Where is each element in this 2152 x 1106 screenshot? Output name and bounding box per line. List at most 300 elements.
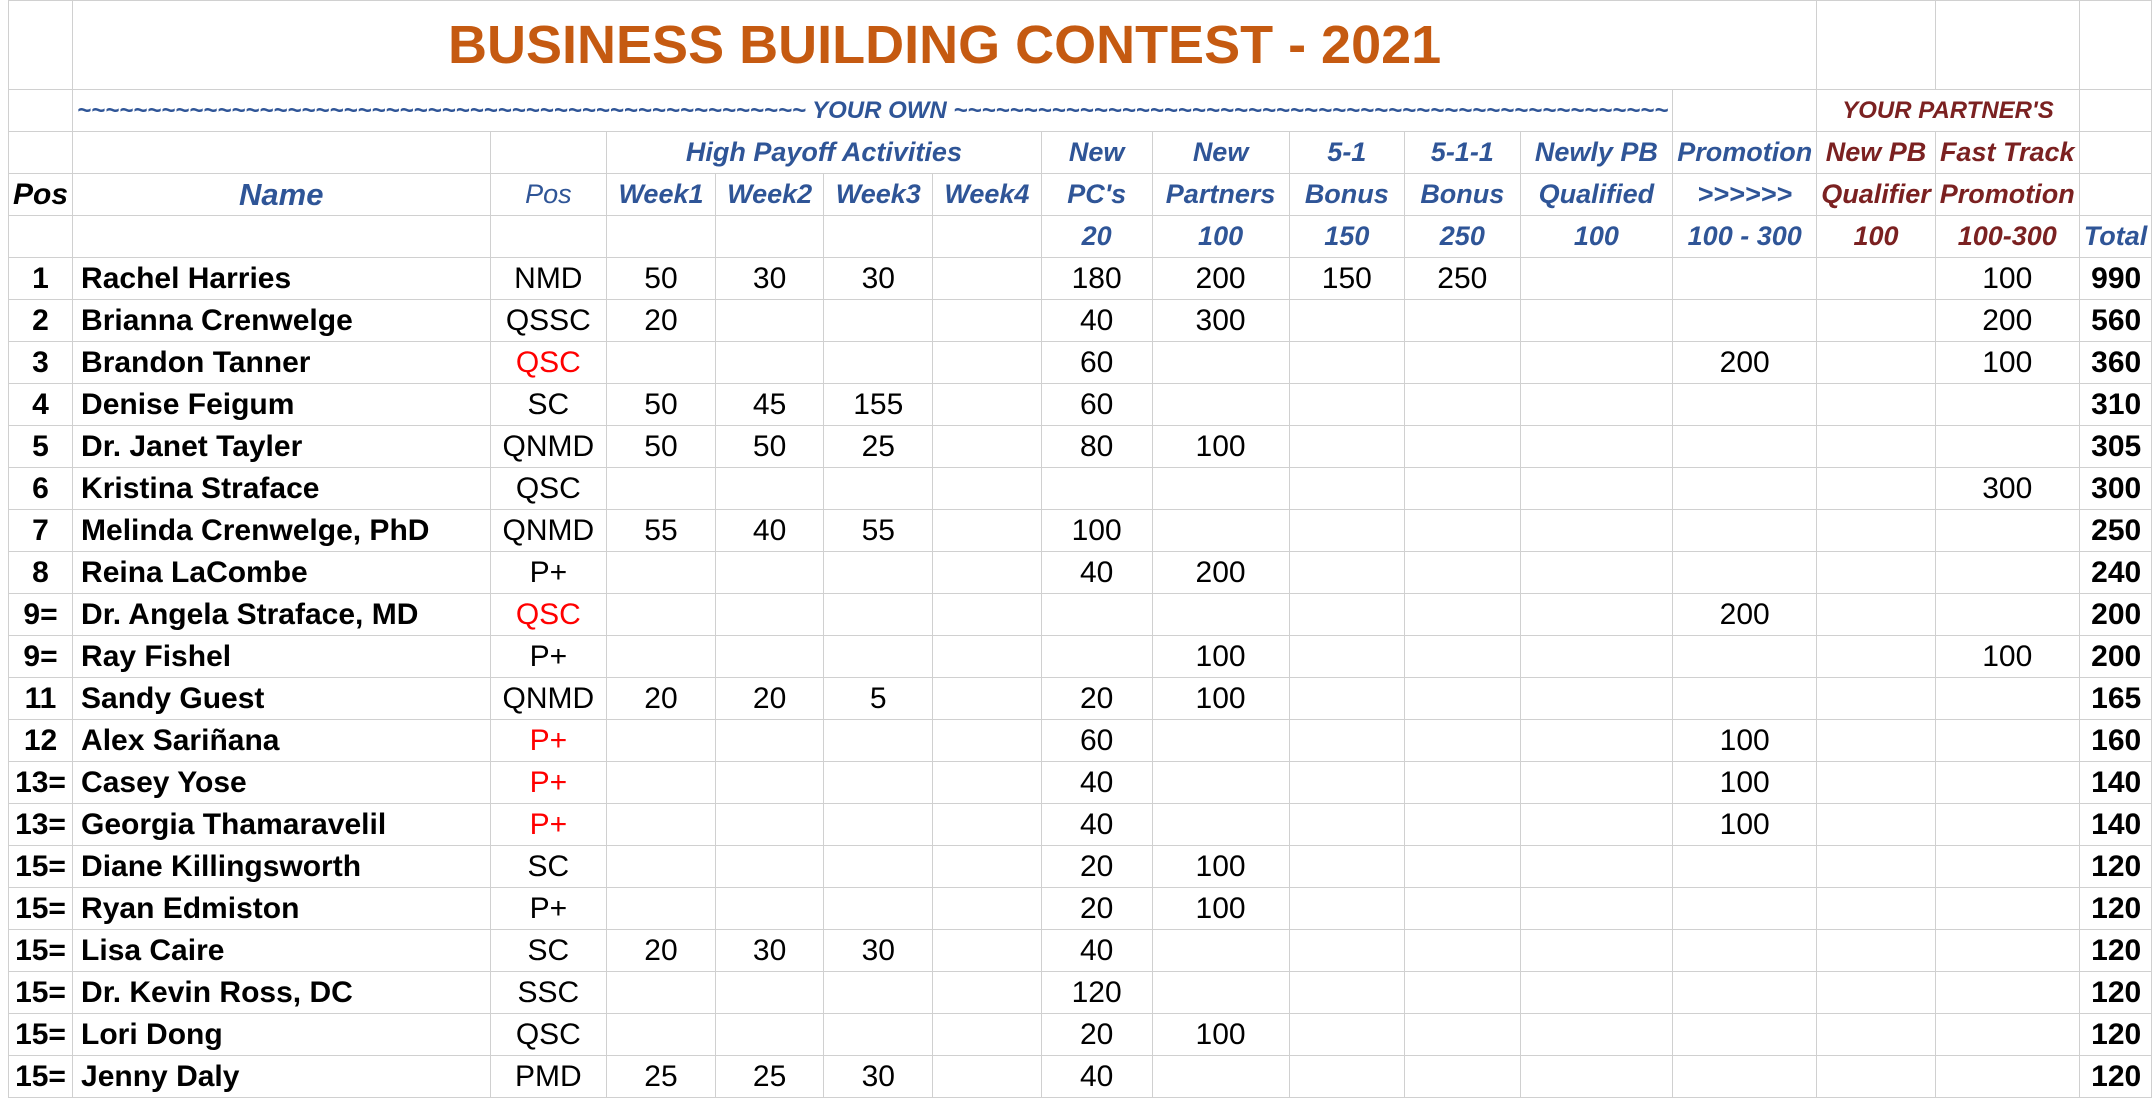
week3-cell[interactable]: [824, 342, 933, 384]
promotion-cell[interactable]: [1673, 972, 1817, 1014]
partner-new-pb-cell[interactable]: [1817, 468, 1936, 510]
fast-track-cell[interactable]: [1935, 1056, 2079, 1098]
fast-track-cell[interactable]: 200: [1935, 300, 2079, 342]
pos-cell[interactable]: P+: [490, 636, 607, 678]
fast-track-cell[interactable]: [1935, 720, 2079, 762]
51-bonus-cell[interactable]: [1289, 720, 1405, 762]
rank-cell[interactable]: 8: [9, 552, 73, 594]
week3-cell[interactable]: [824, 720, 933, 762]
pos-cell[interactable]: SSC: [490, 972, 607, 1014]
name-cell[interactable]: Brianna Crenwelge: [73, 300, 490, 342]
rank-cell[interactable]: 15=: [9, 888, 73, 930]
week3-cell[interactable]: 30: [824, 930, 933, 972]
week3-cell[interactable]: [824, 972, 933, 1014]
fast-track-cell[interactable]: [1935, 510, 2079, 552]
name-cell[interactable]: Denise Feigum: [73, 384, 490, 426]
51-bonus-cell[interactable]: [1289, 342, 1405, 384]
header-high-payoff-activities[interactable]: High Payoff Activities: [607, 132, 1042, 174]
header-promotion-line2[interactable]: >>>>>>: [1673, 174, 1817, 216]
week2-cell[interactable]: [715, 636, 824, 678]
pos-cell[interactable]: P+: [490, 804, 607, 846]
total-cell[interactable]: 300: [2079, 468, 2152, 510]
total-cell[interactable]: 165: [2079, 678, 2152, 720]
partner-new-pb-cell[interactable]: [1817, 426, 1936, 468]
promotion-cell[interactable]: 100: [1673, 720, 1817, 762]
partner-new-pb-cell[interactable]: [1817, 846, 1936, 888]
partner-new-pb-cell[interactable]: [1817, 258, 1936, 300]
fast-track-cell[interactable]: [1935, 930, 2079, 972]
51-bonus-cell[interactable]: [1289, 678, 1405, 720]
promotion-cell[interactable]: [1673, 636, 1817, 678]
week4-cell[interactable]: [933, 846, 1042, 888]
promotion-cell[interactable]: [1673, 300, 1817, 342]
new-partners-cell[interactable]: [1152, 468, 1289, 510]
name-cell[interactable]: Melinda Crenwelge, PhD: [73, 510, 490, 552]
new-pcs-cell[interactable]: 40: [1041, 804, 1152, 846]
51-bonus-cell[interactable]: [1289, 384, 1405, 426]
newly-pb-cell[interactable]: [1520, 1056, 1673, 1098]
partner-new-pb-cell[interactable]: [1817, 678, 1936, 720]
511-bonus-cell[interactable]: [1405, 972, 1521, 1014]
header-name[interactable]: Name: [73, 174, 490, 216]
week3-cell[interactable]: [824, 636, 933, 678]
newly-pb-cell[interactable]: [1520, 720, 1673, 762]
name-cell[interactable]: Lori Dong: [73, 1014, 490, 1056]
fast-track-cell[interactable]: [1935, 552, 2079, 594]
51-bonus-cell[interactable]: 150: [1289, 258, 1405, 300]
new-pcs-cell[interactable]: [1041, 594, 1152, 636]
51-bonus-cell[interactable]: [1289, 888, 1405, 930]
week1-cell[interactable]: [607, 804, 716, 846]
total-cell[interactable]: 120: [2079, 1014, 2152, 1056]
week1-cell[interactable]: [607, 846, 716, 888]
511-bonus-cell[interactable]: [1405, 468, 1521, 510]
week4-cell[interactable]: [933, 510, 1042, 552]
rank-cell[interactable]: 6: [9, 468, 73, 510]
new-pcs-cell[interactable]: 180: [1041, 258, 1152, 300]
pos-cell[interactable]: P+: [490, 720, 607, 762]
promotion-cell[interactable]: 200: [1673, 594, 1817, 636]
week2-cell[interactable]: 45: [715, 384, 824, 426]
week2-cell[interactable]: [715, 342, 824, 384]
week3-cell[interactable]: [824, 552, 933, 594]
header-new-pcs-line1[interactable]: New: [1041, 132, 1152, 174]
fast-track-cell[interactable]: 100: [1935, 258, 2079, 300]
newly-pb-cell[interactable]: [1520, 762, 1673, 804]
fast-track-cell[interactable]: [1935, 594, 2079, 636]
promotion-cell[interactable]: [1673, 384, 1817, 426]
rank-cell[interactable]: 13=: [9, 804, 73, 846]
pos-cell[interactable]: QSSC: [490, 300, 607, 342]
511-bonus-cell[interactable]: [1405, 594, 1521, 636]
partner-new-pb-cell[interactable]: [1817, 804, 1936, 846]
fast-track-cell[interactable]: [1935, 426, 2079, 468]
name-cell[interactable]: Rachel Harries: [73, 258, 490, 300]
week4-cell[interactable]: [933, 762, 1042, 804]
total-cell[interactable]: 560: [2079, 300, 2152, 342]
promotion-cell[interactable]: [1673, 888, 1817, 930]
week2-cell[interactable]: 50: [715, 426, 824, 468]
newly-pb-cell[interactable]: [1520, 342, 1673, 384]
header-newly-pb-line1[interactable]: Newly PB: [1520, 132, 1673, 174]
week4-cell[interactable]: [933, 930, 1042, 972]
week1-cell[interactable]: 20: [607, 930, 716, 972]
header-rank[interactable]: Pos: [9, 174, 73, 216]
51-bonus-cell[interactable]: [1289, 300, 1405, 342]
week1-cell[interactable]: 20: [607, 678, 716, 720]
51-bonus-cell[interactable]: [1289, 594, 1405, 636]
name-cell[interactable]: Dr. Angela Straface, MD: [73, 594, 490, 636]
newly-pb-cell[interactable]: [1520, 636, 1673, 678]
week4-cell[interactable]: [933, 636, 1042, 678]
points-new-pcs[interactable]: 20: [1041, 216, 1152, 258]
rank-cell[interactable]: 9=: [9, 594, 73, 636]
511-bonus-cell[interactable]: [1405, 930, 1521, 972]
your-partners-banner[interactable]: YOUR PARTNER'S: [1817, 90, 2080, 132]
rank-cell[interactable]: 5: [9, 426, 73, 468]
511-bonus-cell[interactable]: [1405, 384, 1521, 426]
total-cell[interactable]: 200: [2079, 636, 2152, 678]
week1-cell[interactable]: [607, 468, 716, 510]
new-partners-cell[interactable]: 100: [1152, 426, 1289, 468]
newly-pb-cell[interactable]: [1520, 846, 1673, 888]
week4-cell[interactable]: [933, 888, 1042, 930]
pos-cell[interactable]: P+: [490, 762, 607, 804]
header-51-bonus-line1[interactable]: 5-1: [1289, 132, 1405, 174]
rank-cell[interactable]: 11: [9, 678, 73, 720]
pos-cell[interactable]: P+: [490, 888, 607, 930]
points-promotion[interactable]: 100 - 300: [1673, 216, 1817, 258]
promotion-cell[interactable]: [1673, 468, 1817, 510]
51-bonus-cell[interactable]: [1289, 510, 1405, 552]
week3-cell[interactable]: 30: [824, 258, 933, 300]
total-cell[interactable]: 120: [2079, 930, 2152, 972]
promotion-cell[interactable]: [1673, 1056, 1817, 1098]
pos-cell[interactable]: P+: [490, 552, 607, 594]
fast-track-cell[interactable]: [1935, 846, 2079, 888]
pos-cell[interactable]: QNMD: [490, 510, 607, 552]
new-pcs-cell[interactable]: 60: [1041, 720, 1152, 762]
511-bonus-cell[interactable]: [1405, 1014, 1521, 1056]
week4-cell[interactable]: [933, 972, 1042, 1014]
week3-cell[interactable]: 5: [824, 678, 933, 720]
week3-cell[interactable]: [824, 846, 933, 888]
pos-cell[interactable]: SC: [490, 846, 607, 888]
header-week2[interactable]: Week2: [715, 174, 824, 216]
fast-track-cell[interactable]: [1935, 888, 2079, 930]
rank-cell[interactable]: 13=: [9, 762, 73, 804]
week4-cell[interactable]: [933, 1014, 1042, 1056]
new-partners-cell[interactable]: 100: [1152, 888, 1289, 930]
pos-cell[interactable]: SC: [490, 930, 607, 972]
total-cell[interactable]: 200: [2079, 594, 2152, 636]
partner-new-pb-cell[interactable]: [1817, 384, 1936, 426]
new-partners-cell[interactable]: 200: [1152, 552, 1289, 594]
points-newly-pb[interactable]: 100: [1520, 216, 1673, 258]
rank-cell[interactable]: 15=: [9, 930, 73, 972]
new-partners-cell[interactable]: [1152, 1056, 1289, 1098]
partner-new-pb-cell[interactable]: [1817, 636, 1936, 678]
week1-cell[interactable]: [607, 594, 716, 636]
51-bonus-cell[interactable]: [1289, 846, 1405, 888]
511-bonus-cell[interactable]: [1405, 636, 1521, 678]
pos-cell[interactable]: QNMD: [490, 426, 607, 468]
total-cell[interactable]: 140: [2079, 762, 2152, 804]
week2-cell[interactable]: 30: [715, 930, 824, 972]
fast-track-cell[interactable]: [1935, 678, 2079, 720]
511-bonus-cell[interactable]: [1405, 426, 1521, 468]
total-cell[interactable]: 360: [2079, 342, 2152, 384]
name-cell[interactable]: Ryan Edmiston: [73, 888, 490, 930]
name-cell[interactable]: Reina LaCombe: [73, 552, 490, 594]
newly-pb-cell[interactable]: [1520, 888, 1673, 930]
promotion-cell[interactable]: [1673, 678, 1817, 720]
week2-cell[interactable]: 40: [715, 510, 824, 552]
week2-cell[interactable]: 25: [715, 1056, 824, 1098]
pos-cell[interactable]: QSC: [490, 594, 607, 636]
points-fast-track[interactable]: 100-300: [1935, 216, 2079, 258]
fast-track-cell[interactable]: 300: [1935, 468, 2079, 510]
week3-cell[interactable]: 30: [824, 1056, 933, 1098]
promotion-cell[interactable]: [1673, 846, 1817, 888]
newly-pb-cell[interactable]: [1520, 594, 1673, 636]
header-partner-new-pb-line2[interactable]: Qualifier: [1817, 174, 1936, 216]
week1-cell[interactable]: [607, 762, 716, 804]
name-cell[interactable]: Casey Yose: [73, 762, 490, 804]
fast-track-cell[interactable]: [1935, 384, 2079, 426]
total-cell[interactable]: 120: [2079, 972, 2152, 1014]
new-partners-cell[interactable]: [1152, 384, 1289, 426]
new-partners-cell[interactable]: [1152, 930, 1289, 972]
rank-cell[interactable]: 7: [9, 510, 73, 552]
total-cell[interactable]: 990: [2079, 258, 2152, 300]
pos-cell[interactable]: SC: [490, 384, 607, 426]
promotion-cell[interactable]: [1673, 1014, 1817, 1056]
week1-cell[interactable]: [607, 636, 716, 678]
rank-cell[interactable]: 15=: [9, 846, 73, 888]
week3-cell[interactable]: [824, 468, 933, 510]
week2-cell[interactable]: [715, 594, 824, 636]
total-cell[interactable]: 120: [2079, 846, 2152, 888]
newly-pb-cell[interactable]: [1520, 678, 1673, 720]
name-cell[interactable]: Jenny Daly: [73, 1056, 490, 1098]
week3-cell[interactable]: [824, 1014, 933, 1056]
partner-new-pb-cell[interactable]: [1817, 594, 1936, 636]
points-partner-new-pb[interactable]: 100: [1817, 216, 1936, 258]
new-pcs-cell[interactable]: 40: [1041, 552, 1152, 594]
51-bonus-cell[interactable]: [1289, 930, 1405, 972]
rank-cell[interactable]: 15=: [9, 972, 73, 1014]
week2-cell[interactable]: [715, 972, 824, 1014]
new-pcs-cell[interactable]: 80: [1041, 426, 1152, 468]
week2-cell[interactable]: [715, 720, 824, 762]
51-bonus-cell[interactable]: [1289, 468, 1405, 510]
rank-cell[interactable]: 4: [9, 384, 73, 426]
partner-new-pb-cell[interactable]: [1817, 1014, 1936, 1056]
newly-pb-cell[interactable]: [1520, 804, 1673, 846]
51-bonus-cell[interactable]: [1289, 426, 1405, 468]
51-bonus-cell[interactable]: [1289, 636, 1405, 678]
fast-track-cell[interactable]: 100: [1935, 636, 2079, 678]
new-pcs-cell[interactable]: 20: [1041, 1014, 1152, 1056]
name-cell[interactable]: Ray Fishel: [73, 636, 490, 678]
511-bonus-cell[interactable]: [1405, 762, 1521, 804]
name-cell[interactable]: Diane Killingsworth: [73, 846, 490, 888]
51-bonus-cell[interactable]: [1289, 972, 1405, 1014]
pos-cell[interactable]: QSC: [490, 1014, 607, 1056]
fast-track-cell[interactable]: [1935, 762, 2079, 804]
new-partners-cell[interactable]: 100: [1152, 678, 1289, 720]
page-title[interactable]: BUSINESS BUILDING CONTEST - 2021: [73, 1, 1817, 90]
week3-cell[interactable]: [824, 594, 933, 636]
partner-new-pb-cell[interactable]: [1817, 888, 1936, 930]
511-bonus-cell[interactable]: [1405, 888, 1521, 930]
name-cell[interactable]: Dr. Janet Tayler: [73, 426, 490, 468]
week3-cell[interactable]: [824, 804, 933, 846]
51-bonus-cell[interactable]: [1289, 762, 1405, 804]
name-cell[interactable]: Kristina Straface: [73, 468, 490, 510]
points-51-bonus[interactable]: 150: [1289, 216, 1405, 258]
51-bonus-cell[interactable]: [1289, 1056, 1405, 1098]
week2-cell[interactable]: 20: [715, 678, 824, 720]
week1-cell[interactable]: [607, 342, 716, 384]
new-pcs-cell[interactable]: 60: [1041, 342, 1152, 384]
total-cell[interactable]: 120: [2079, 1056, 2152, 1098]
week2-cell[interactable]: [715, 1014, 824, 1056]
rank-cell[interactable]: 9=: [9, 636, 73, 678]
rank-cell[interactable]: 12: [9, 720, 73, 762]
week3-cell[interactable]: 155: [824, 384, 933, 426]
header-total[interactable]: Total: [2079, 216, 2152, 258]
week4-cell[interactable]: [933, 1056, 1042, 1098]
header-newly-pb-line2[interactable]: Qualified: [1520, 174, 1673, 216]
51-bonus-cell[interactable]: [1289, 804, 1405, 846]
partner-new-pb-cell[interactable]: [1817, 342, 1936, 384]
total-cell[interactable]: 120: [2079, 888, 2152, 930]
week1-cell[interactable]: 25: [607, 1056, 716, 1098]
week1-cell[interactable]: 20: [607, 300, 716, 342]
promotion-cell[interactable]: 200: [1673, 342, 1817, 384]
rank-cell[interactable]: 1: [9, 258, 73, 300]
promotion-cell[interactable]: [1673, 930, 1817, 972]
rank-cell[interactable]: 15=: [9, 1056, 73, 1098]
week4-cell[interactable]: [933, 300, 1042, 342]
points-511-bonus[interactable]: 250: [1405, 216, 1521, 258]
total-cell[interactable]: 310: [2079, 384, 2152, 426]
name-cell[interactable]: Lisa Caire: [73, 930, 490, 972]
new-partners-cell[interactable]: [1152, 594, 1289, 636]
promotion-cell[interactable]: [1673, 426, 1817, 468]
partner-new-pb-cell[interactable]: [1817, 930, 1936, 972]
week2-cell[interactable]: 30: [715, 258, 824, 300]
new-pcs-cell[interactable]: 100: [1041, 510, 1152, 552]
header-fast-track-line2[interactable]: Promotion: [1935, 174, 2079, 216]
week4-cell[interactable]: [933, 678, 1042, 720]
partner-new-pb-cell[interactable]: [1817, 762, 1936, 804]
week4-cell[interactable]: [933, 258, 1042, 300]
week1-cell[interactable]: [607, 1014, 716, 1056]
name-cell[interactable]: Georgia Thamaravelil: [73, 804, 490, 846]
week1-cell[interactable]: 50: [607, 258, 716, 300]
promotion-cell[interactable]: 100: [1673, 762, 1817, 804]
partner-new-pb-cell[interactable]: [1817, 552, 1936, 594]
partner-new-pb-cell[interactable]: [1817, 720, 1936, 762]
header-new-pcs-line2[interactable]: PC's: [1041, 174, 1152, 216]
header-week3[interactable]: Week3: [824, 174, 933, 216]
week4-cell[interactable]: [933, 384, 1042, 426]
name-cell[interactable]: Dr. Kevin Ross, DC: [73, 972, 490, 1014]
new-pcs-cell[interactable]: 20: [1041, 678, 1152, 720]
week1-cell[interactable]: [607, 552, 716, 594]
name-cell[interactable]: Sandy Guest: [73, 678, 490, 720]
newly-pb-cell[interactable]: [1520, 1014, 1673, 1056]
week4-cell[interactable]: [933, 594, 1042, 636]
total-cell[interactable]: 160: [2079, 720, 2152, 762]
new-pcs-cell[interactable]: [1041, 636, 1152, 678]
week4-cell[interactable]: [933, 804, 1042, 846]
new-partners-cell[interactable]: [1152, 762, 1289, 804]
week3-cell[interactable]: 55: [824, 510, 933, 552]
newly-pb-cell[interactable]: [1520, 426, 1673, 468]
rank-cell[interactable]: 2: [9, 300, 73, 342]
rank-cell[interactable]: 3: [9, 342, 73, 384]
511-bonus-cell[interactable]: 250: [1405, 258, 1521, 300]
week1-cell[interactable]: [607, 888, 716, 930]
week3-cell[interactable]: [824, 888, 933, 930]
week1-cell[interactable]: [607, 720, 716, 762]
week1-cell[interactable]: 55: [607, 510, 716, 552]
new-pcs-cell[interactable]: [1041, 468, 1152, 510]
new-pcs-cell[interactable]: 20: [1041, 888, 1152, 930]
fast-track-cell[interactable]: 100: [1935, 342, 2079, 384]
header-51-bonus-line2[interactable]: Bonus: [1289, 174, 1405, 216]
week2-cell[interactable]: [715, 300, 824, 342]
promotion-cell[interactable]: 100: [1673, 804, 1817, 846]
pos-cell[interactable]: PMD: [490, 1056, 607, 1098]
week1-cell[interactable]: [607, 972, 716, 1014]
new-partners-cell[interactable]: [1152, 972, 1289, 1014]
new-partners-cell[interactable]: 200: [1152, 258, 1289, 300]
pos-cell[interactable]: QSC: [490, 468, 607, 510]
total-cell[interactable]: 140: [2079, 804, 2152, 846]
week3-cell[interactable]: [824, 300, 933, 342]
pos-cell[interactable]: NMD: [490, 258, 607, 300]
your-own-banner[interactable]: ~~~~~~~~~~~~~~~~~~~~~~~~~~~~~~~~~~~~~~~~~~~~~~~~~~~~ YOUR OWN ~~~~~~~~~~~~~~~~~~~~~~~~~~~~~~~~~~~~~~~~~~~~~~~~~~~: [73, 90, 1673, 132]
header-fast-track-line1[interactable]: Fast Track: [1935, 132, 2079, 174]
new-pcs-cell[interactable]: 120: [1041, 972, 1152, 1014]
week2-cell[interactable]: [715, 846, 824, 888]
newly-pb-cell[interactable]: [1520, 468, 1673, 510]
511-bonus-cell[interactable]: [1405, 1056, 1521, 1098]
week4-cell[interactable]: [933, 552, 1042, 594]
pos-cell[interactable]: QNMD: [490, 678, 607, 720]
partner-new-pb-cell[interactable]: [1817, 510, 1936, 552]
week3-cell[interactable]: 25: [824, 426, 933, 468]
header-promotion-line1[interactable]: Promotion: [1673, 132, 1817, 174]
header-week4[interactable]: Week4: [933, 174, 1042, 216]
promotion-cell[interactable]: [1673, 258, 1817, 300]
new-pcs-cell[interactable]: 60: [1041, 384, 1152, 426]
rank-cell[interactable]: 15=: [9, 1014, 73, 1056]
511-bonus-cell[interactable]: [1405, 804, 1521, 846]
header-partner-new-pb-line1[interactable]: New PB: [1817, 132, 1936, 174]
total-cell[interactable]: 250: [2079, 510, 2152, 552]
newly-pb-cell[interactable]: [1520, 930, 1673, 972]
week2-cell[interactable]: [715, 468, 824, 510]
newly-pb-cell[interactable]: [1520, 258, 1673, 300]
new-partners-cell[interactable]: [1152, 342, 1289, 384]
newly-pb-cell[interactable]: [1520, 384, 1673, 426]
